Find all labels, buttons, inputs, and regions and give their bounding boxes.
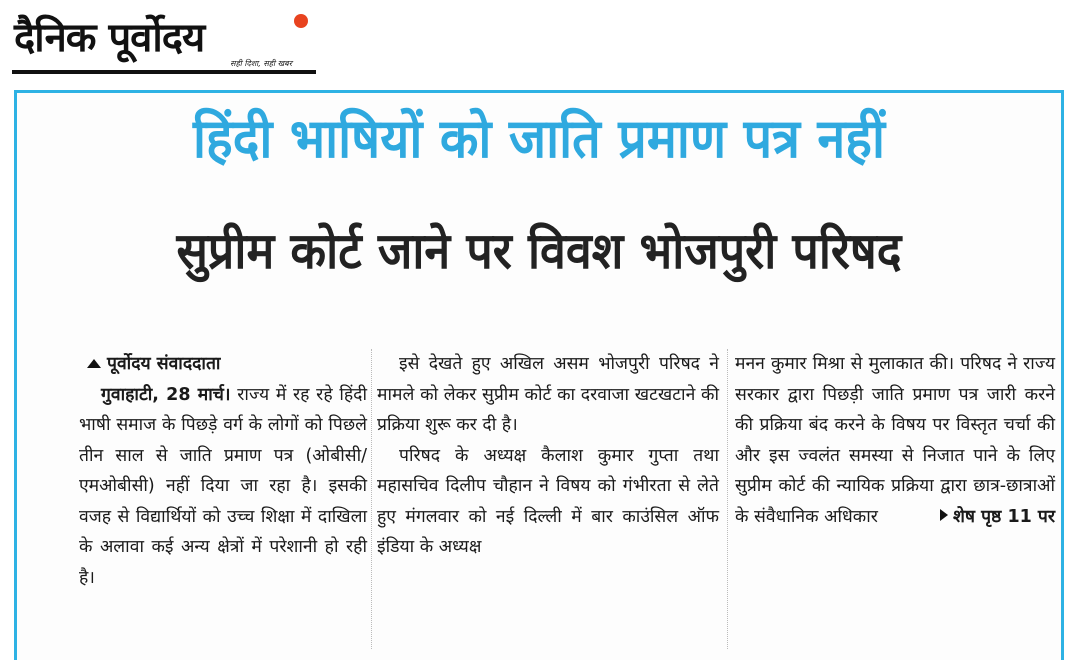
article-column-2: [377, 349, 719, 649]
byline: [79, 349, 367, 380]
triangle-icon: [87, 359, 101, 368]
paragraph-text: मनन कुमार मिश्रा से मुलाकात की। परिषद ने राज्य सरकार द्वारा पिछड़ी जाति प्रमाण पत्र जारी करने की प्रक्रिया बंद करने के विषय पर विस्तृत चर्चा की और इस ज्वलंत समस्या से निजात पाने के लिए सुप्रीम कोर्ट की न्यायिक प्रक्रिया द्वारा छात्र-छात्राओं के संवैधानिक अधिकार: [735, 354, 1055, 527]
dateline: गुवाहाटी, 28 मार्च।: [101, 384, 231, 405]
article-paragraph: परिषद के अध्यक्ष कैलाश कुमार गुप्ता तथा महासचिव दिलीप चौहान ने विषय को गंभीरता से लेते हुए मंगलवार को नई दिल्ली में बार काउंसिल ऑफ इंडिया के अध्यक्ष: [377, 445, 719, 557]
masthead-tagline: सही दिशा, सही खबर: [230, 59, 292, 68]
paragraph-text: राज्य में रह रहे हिंदी भाषी समाज के पिछड़े वर्ग के लोगों को पिछले तीन साल से जाति प्रमाण पत्र (ओबीसी/एमओबीसी) नहीं दिया जा रहा है। इसकी वजह से विद्यार्थियों को उच्च शिक्षा में दाखिला के अलावा कई अन्य क्षेत्रों में परेशानी हो रही है।: [79, 384, 367, 588]
column-divider: [727, 349, 728, 649]
continuation-text: शेष पृष्ठ 11 पर: [953, 506, 1055, 527]
article-column-3: [735, 349, 1055, 649]
logo-dot-icon: [294, 14, 308, 28]
headline: हिंदी भाषियों को जाति प्रमाण पत्र नहीं: [193, 107, 885, 170]
article-paragraph: [79, 380, 367, 594]
article-column-1: [79, 349, 367, 649]
byline-text: पूर्वोदय संवाददाता: [107, 354, 221, 374]
article-paragraph: इसे देखते हुए अखिल असम भोजपुरी परिषद ने मामले को लेकर सुप्रीम कोर्ट का दरवाजा खटखटाने की प्रक्रिया शुरू कर दी है।: [377, 354, 719, 435]
continuation-link[interactable]: [940, 502, 1055, 533]
newspaper-logo: दैनिक पूर्वोदय: [14, 14, 205, 61]
play-arrow-icon: [940, 509, 948, 521]
subheadline: सुप्रीम कोर्ट जाने पर विवश भोजपुरी परिषद: [176, 222, 902, 280]
masthead: [12, 4, 316, 76]
article-paragraph: [735, 349, 1055, 532]
column-divider: [371, 349, 372, 649]
article-box: [14, 90, 1064, 660]
masthead-rule: [12, 70, 316, 74]
